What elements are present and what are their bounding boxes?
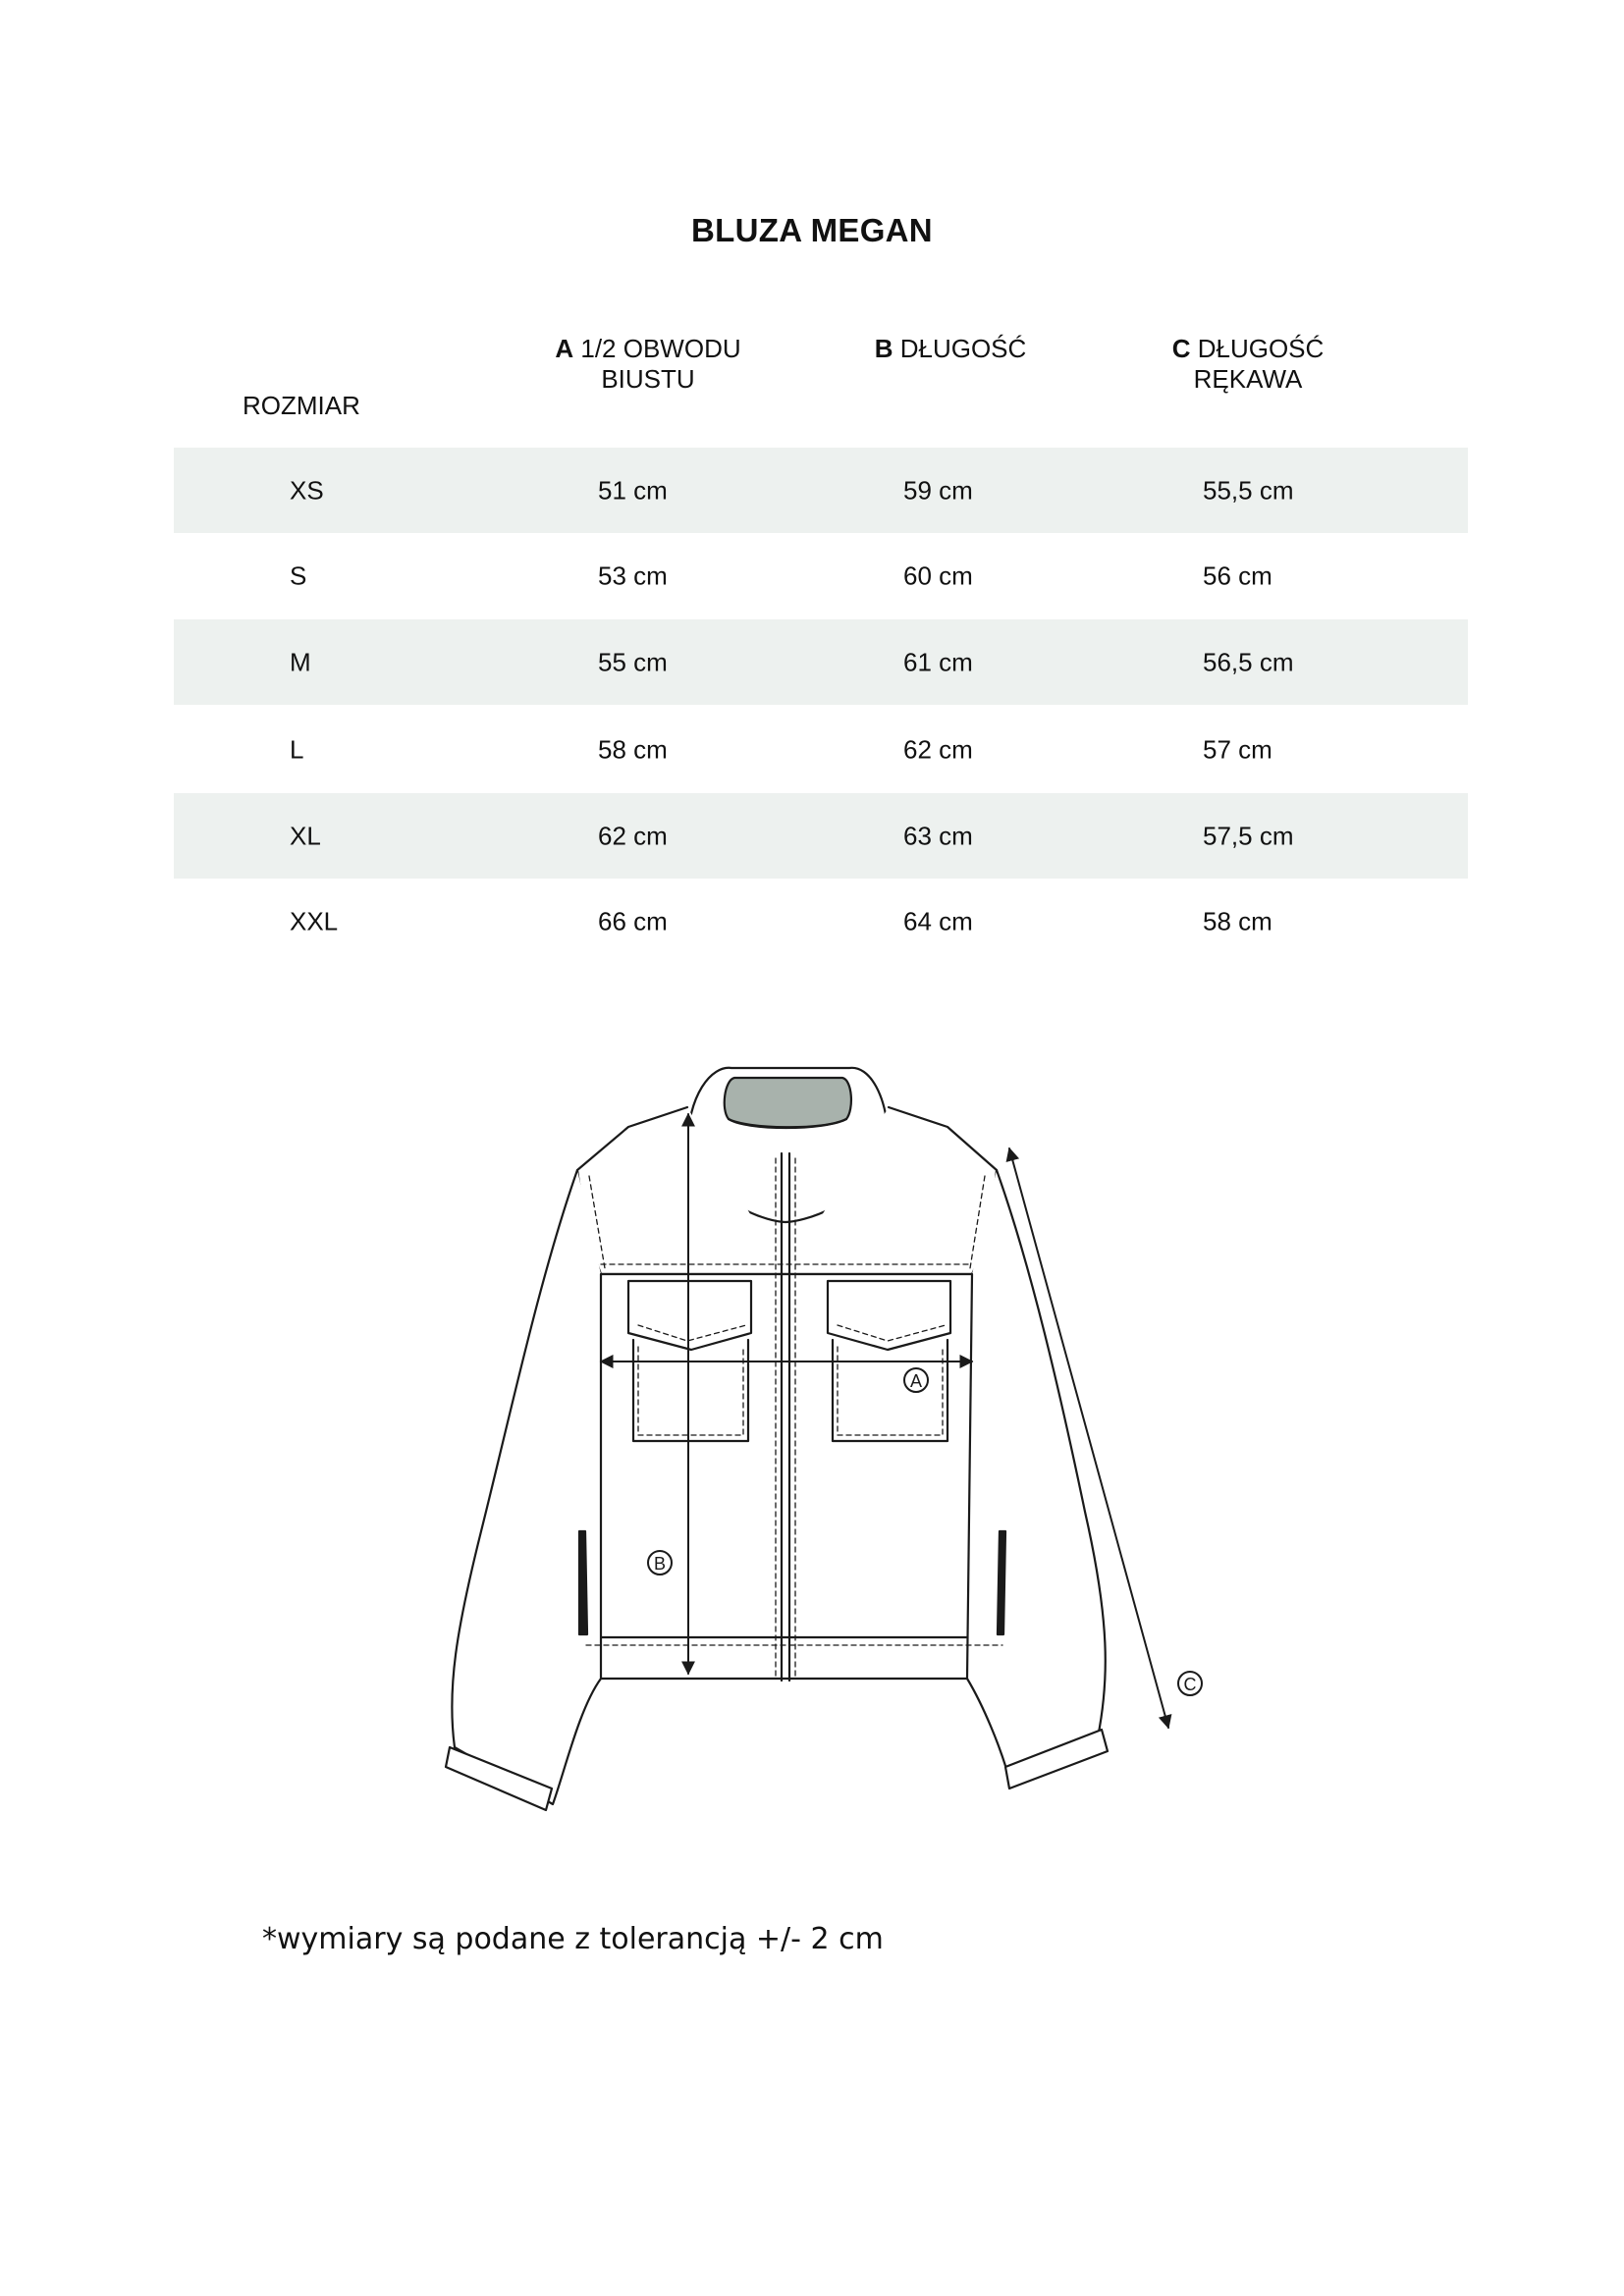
- column-header-c-letter: C: [1171, 334, 1191, 363]
- length-cell: 63 cm: [903, 821, 973, 850]
- sleeve-cell: 57,5 cm: [1203, 821, 1294, 850]
- column-header-b-line1: DŁUGOŚĆ: [899, 334, 1027, 363]
- column-header-c-line1: DŁUGOŚĆ: [1197, 334, 1325, 363]
- measure-c-label: C: [1183, 1675, 1197, 1694]
- column-header-b-letter: B: [874, 334, 893, 363]
- size-cell: L: [290, 734, 304, 764]
- page-title: BLUZA MEGAN: [691, 212, 933, 248]
- measure-b-label: B: [653, 1554, 667, 1574]
- measure-marker-b: [648, 1551, 672, 1575]
- size-cell: XXL: [290, 906, 339, 935]
- column-header-c-line2: RĘKAWA: [1193, 364, 1303, 394]
- bust-cell: 58 cm: [598, 734, 668, 764]
- bust-cell: 51 cm: [598, 475, 668, 505]
- left-side-shadow: [579, 1531, 587, 1634]
- column-header-a-line1: 1/2 OBWODU: [580, 334, 741, 363]
- bust-cell: 66 cm: [598, 906, 668, 935]
- jacket-left-sleeve: [452, 1170, 601, 1804]
- sleeve-cell: 56 cm: [1203, 561, 1272, 590]
- sleeve-cell: 57 cm: [1203, 734, 1272, 764]
- size-column-header: ROZMIAR: [243, 391, 360, 420]
- length-cell: 62 cm: [903, 734, 973, 764]
- jacket-outline: [446, 1068, 1108, 1810]
- right-side-shadow: [998, 1531, 1005, 1634]
- measure-marker-a: [904, 1368, 928, 1392]
- length-cell: 64 cm: [903, 906, 973, 935]
- jacket-right-sleeve: [967, 1170, 1106, 1787]
- sleeve-cell: 58 cm: [1203, 906, 1272, 935]
- size-cell: XS: [290, 475, 324, 505]
- bust-cell: 53 cm: [598, 561, 668, 590]
- size-cell: M: [290, 647, 311, 676]
- column-header-a-letter: A: [555, 334, 574, 363]
- bust-cell: 62 cm: [598, 821, 668, 850]
- size-cell: S: [290, 561, 307, 590]
- measure-a-label: A: [909, 1371, 923, 1391]
- jacket-collar-inner: [725, 1078, 851, 1128]
- sleeve-cell: 55,5 cm: [1203, 475, 1294, 505]
- sleeve-cell: 56,5 cm: [1203, 647, 1294, 676]
- length-cell: 60 cm: [903, 561, 973, 590]
- tolerance-note: *wymiary są podane z tolerancją +/- 2 cm: [262, 1922, 884, 1956]
- measure-marker-c: [1178, 1672, 1202, 1695]
- column-header-a-line2: BIUSTU: [601, 364, 695, 394]
- size-cell: XL: [290, 821, 321, 850]
- bust-cell: 55 cm: [598, 647, 668, 676]
- length-cell: 59 cm: [903, 475, 973, 505]
- length-cell: 61 cm: [903, 647, 973, 676]
